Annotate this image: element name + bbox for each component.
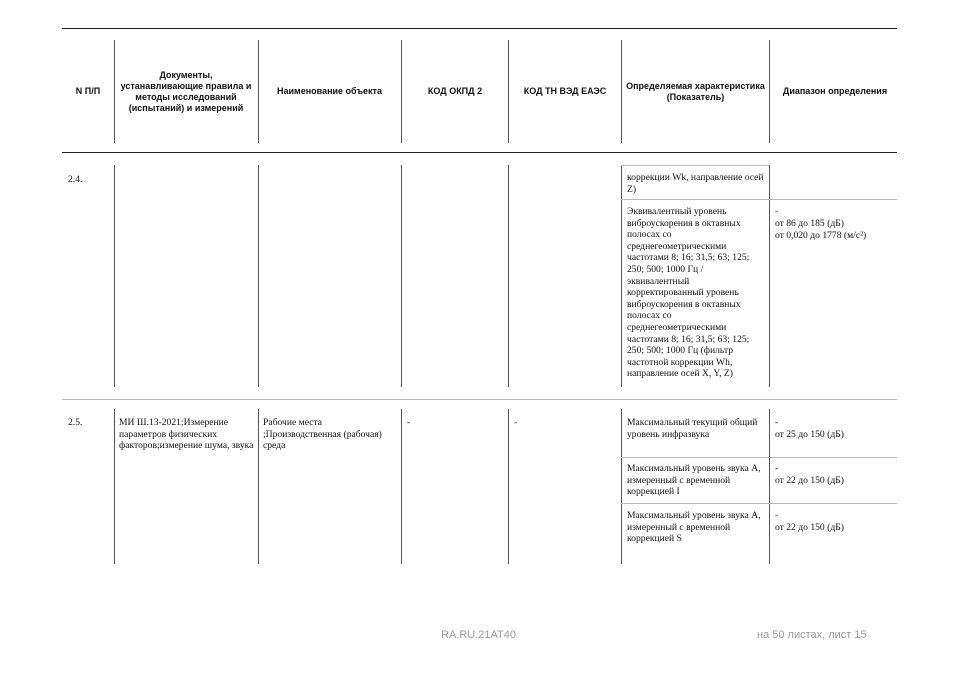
row-separator: [401, 165, 402, 387]
header-col-np: N П/П: [75, 86, 101, 96]
characteristic-text: Максимальный уровень звука А, измеренный с временной коррекцией S: [627, 510, 761, 545]
header-col-okpd: КОД ОКПД 2: [427, 86, 483, 96]
header-col-characteristic: Определяемая характеристика (Показатель): [626, 80, 765, 102]
header-separator: [769, 40, 770, 143]
header-separator: [621, 40, 622, 143]
documents-text: МИ Ш.13-2021;Измерение параметров физических факторов;измерение шума, звука: [119, 417, 254, 452]
header-separator: [258, 40, 259, 143]
footer-document-code: RA.RU.21AT40: [441, 629, 516, 641]
characteristic-text: Максимальный уровень звука А, измеренный с временной коррекцией I: [627, 463, 761, 498]
header-top-border: [62, 28, 897, 29]
row-separator: [621, 409, 622, 564]
header-col-object: Наименование объекта: [277, 86, 382, 96]
object-text: Рабочие места ;Производственная (рабочая) среда: [263, 417, 382, 452]
subrow-border: [621, 165, 769, 166]
row-separator: [769, 409, 770, 564]
header-separator: [508, 40, 509, 143]
header-bottom-border: [62, 152, 897, 153]
header-col-docs: Документы, устанавливающие правила и методы исследований (испытаний) и измерений: [120, 69, 252, 113]
row-divider: [62, 399, 897, 400]
range-value: от 22 до 150 (дБ): [775, 475, 844, 486]
row-number: 2.4.: [68, 174, 83, 185]
range-dash: -: [775, 206, 779, 217]
row-number: 2.5.: [68, 417, 83, 428]
range-dash: -: [775, 463, 779, 474]
characteristic-text: коррекции Wk, направление осей Z): [627, 172, 764, 195]
range-dash: -: [775, 417, 779, 428]
range-value: от 0,020 до 1778 (м/с²): [775, 230, 867, 241]
row-separator: [508, 165, 509, 387]
row-separator: [258, 409, 259, 564]
header-separator: [114, 40, 115, 143]
range-dash: -: [775, 510, 779, 521]
range-value: от 25 до 150 (дБ): [775, 429, 844, 440]
subrow-border: [621, 199, 897, 200]
header-separator: [401, 40, 402, 143]
subrow-border: [621, 503, 897, 504]
range-value: от 86 до 185 (дБ): [775, 218, 844, 229]
characteristic-text: Эквивалентный уровень виброускорения в октавных полосах со среднегеометрическими частотами 8; 16; 31,5; 63; 125; 250; 500; 1000 Гц / эквивалентный корректированный уровень виброускорения в октавных полосах со среднегеометрическими частотами 8; 16; 31,5; 63; 125; 250; 500; 1000 Гц (фильтр частотной коррекции Wh, направление осей X, Y, Z): [627, 206, 750, 380]
subrow-border: [621, 457, 897, 458]
row-separator: [508, 409, 509, 564]
footer-page-info: на 50 листах, лист 15: [757, 629, 867, 641]
row-separator: [114, 165, 115, 387]
okpd-value: -: [407, 417, 411, 428]
range-value: от 22 до 150 (дБ): [775, 522, 844, 533]
row-separator: [258, 165, 259, 387]
header-col-tnved: КОД ТН ВЭД ЕАЭС: [523, 86, 607, 96]
tnved-value: -: [514, 417, 518, 428]
header-col-range: Диапазон определения: [782, 86, 888, 96]
characteristic-text: Максимальный текущий общий уровень инфразвука: [627, 417, 758, 440]
row-separator: [401, 409, 402, 564]
row-separator: [114, 409, 115, 564]
